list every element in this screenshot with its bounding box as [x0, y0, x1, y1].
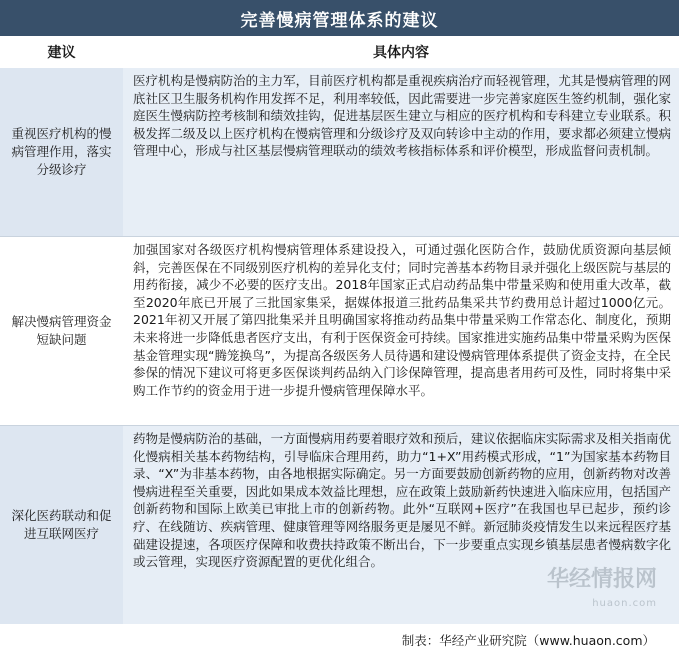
watermark: [547, 568, 657, 616]
row-content: 医疗机构是慢病防治的主力军，目前医疗机构都是重视疾病治疗而轻视管理，尤其是慢病管理的网底社区卫生服务机构作用发挥不足，利用率较低，因此需要进一步完善家庭医生签约机制，强化家庭医生慢病防控考核制和绩效挂钩，促进基层医生建立与相应的医疗机构和专科建立专业联系。积极发挥二级及以上医疗机构在慢病管理和分级诊疗及双向转诊中主动的作用，要求都必须建立慢病管理中心，形成与社区基层慢病管理联动的绩效考核指标体系和评价模型，形成监督问责机制。: [123, 68, 679, 236]
row-label: 重视医疗机构的慢病管理作用，落实分级诊疗: [0, 68, 123, 236]
row-content: 药物是慢病防治的基础，一方面慢病用药要着眼疗效和预后，建议依据临床实际需求及相关指南优化慢病相关基本药物结构，引导临床合理用药，助力“1+X”用药模式形成，“1”为国家基本药物目录、“X”为非基本药物，由各地根据实际确定。另一方面要鼓励创新药物的应用，创新药物对改善慢病进程至关重要，因此如果成本效益比理想，应在政策上鼓励新药快速进入临床应用，包括国产创新药物和国际上欧美已审批上市的创新药物。此外“互联网+医疗”在我国也早已起步，预约诊疗、在线随访、疾病管理、健康管理等网络服务更是屡见不鲜。新冠肺炎疫情发生以来远程医疗基础建设提速，各项医疗保障和收费扶持政策不断出台，下一步要重点实现乡镇基层患者慢病数字化或云管理，实现医疗资源配置的更优化组合。: [123, 426, 679, 624]
table-row: [0, 237, 679, 425]
table-row: [0, 68, 679, 236]
table-header: [0, 36, 679, 68]
header-suggestion: 建议: [47, 45, 76, 61]
table-title: 完善慢病管理体系的建议: [0, 0, 679, 36]
source-note: 制表：华经产业研究院（www.huaon.com）: [0, 624, 679, 656]
row-label: 解决慢病管理资金短缺问题: [0, 237, 123, 425]
watermark-main: 华经情报网: [546, 567, 657, 592]
header-details: 具体内容: [373, 45, 429, 61]
watermark-sub: huaon.com: [592, 598, 657, 609]
row-label: 深化医药联动和促进互联网医疗: [0, 426, 123, 624]
row-content: 加强国家对各级医疗机构慢病管理体系建设投入，可通过强化医防合作，鼓励优质资源向基层倾斜，完善医保在不同级别医疗机构的差异化支付；同时完善基本药物目录并强化上级医院与基层的用药衔接，减少不必要的医疗支出。2018年国家正式启动药品集中带量采购和使用重大改革，截至2020年底已开展了三批国家集采，据媒体报道三批药品集采共节约费用总计超过1000亿元。2021年初又开展了第四批集采并且明确国家将推动药品集中带量采购工作常态化、制度化，预期未来将进一步降低患者医疗支出，有利于医保资金可持续。国家推进实施药品集中带量采购为医保基金管理实现“腾笼换鸟”，为提高各级医务人员待遇和建设慢病管理体系提供了资金支持，在全民参保的情况下建议可将更多医保谈判药品纳入门诊保障管理，提高患者用药可及性，同时将集中采购工作节约的资金用于进一步提升慢病管理保障水平。: [123, 237, 679, 425]
